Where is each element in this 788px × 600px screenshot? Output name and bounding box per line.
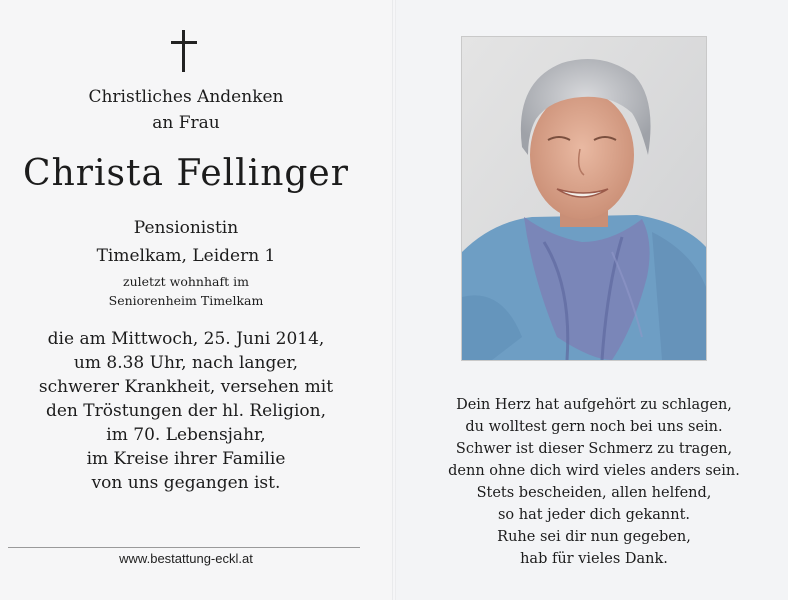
divider-line bbox=[8, 547, 360, 548]
poem-line: hab für vieles Dank. bbox=[520, 551, 668, 567]
poem-line: Ruhe sei dir nun gegeben, bbox=[497, 529, 691, 545]
body-line: von uns gegangen ist. bbox=[91, 473, 281, 493]
residence-line-1: zuletzt wohnhaft im bbox=[123, 274, 249, 289]
poem-line: Schwer ist dieser Schmerz zu tragen, bbox=[455, 441, 733, 457]
residence-line-2: Seniorenheim Timelkam bbox=[108, 293, 264, 308]
portrait-photo bbox=[461, 36, 707, 361]
poem-line: du wolltest gern noch bei uns sein. bbox=[465, 419, 723, 435]
left-card-page bbox=[0, 0, 392, 600]
poem bbox=[400, 394, 788, 570]
intro-line-2: an Frau bbox=[152, 113, 220, 133]
deceased-name: Christa Fellinger bbox=[23, 153, 349, 194]
address: Timelkam, Leidern 1 bbox=[96, 246, 276, 266]
intro-line-1: Christliches Andenken bbox=[88, 87, 284, 107]
occupation: Pensionistin bbox=[133, 218, 239, 238]
body-line: den Tröstungen der hl. Religion, bbox=[45, 401, 327, 421]
poem-line: Dein Herz hat aufgehört zu schlagen, bbox=[456, 397, 732, 413]
body-line: schwerer Krankheit, versehen mit bbox=[38, 377, 334, 397]
poem-line: denn ohne dich wird vieles anders sein. bbox=[448, 463, 740, 479]
cross-icon bbox=[169, 30, 199, 72]
funeral-home-website: www.bestattung-eckl.at bbox=[119, 551, 253, 566]
poem-line: Stets bescheiden, allen helfend, bbox=[476, 485, 712, 501]
body-line: die am Mittwoch, 25. Juni 2014, bbox=[47, 329, 325, 349]
body-line: im Kreise ihrer Familie bbox=[86, 449, 286, 469]
body-line: um 8.38 Uhr, nach langer, bbox=[73, 353, 299, 373]
body-line: im 70. Lebensjahr, bbox=[106, 425, 266, 445]
poem-line: so hat jeder dich gekannt. bbox=[497, 507, 691, 523]
